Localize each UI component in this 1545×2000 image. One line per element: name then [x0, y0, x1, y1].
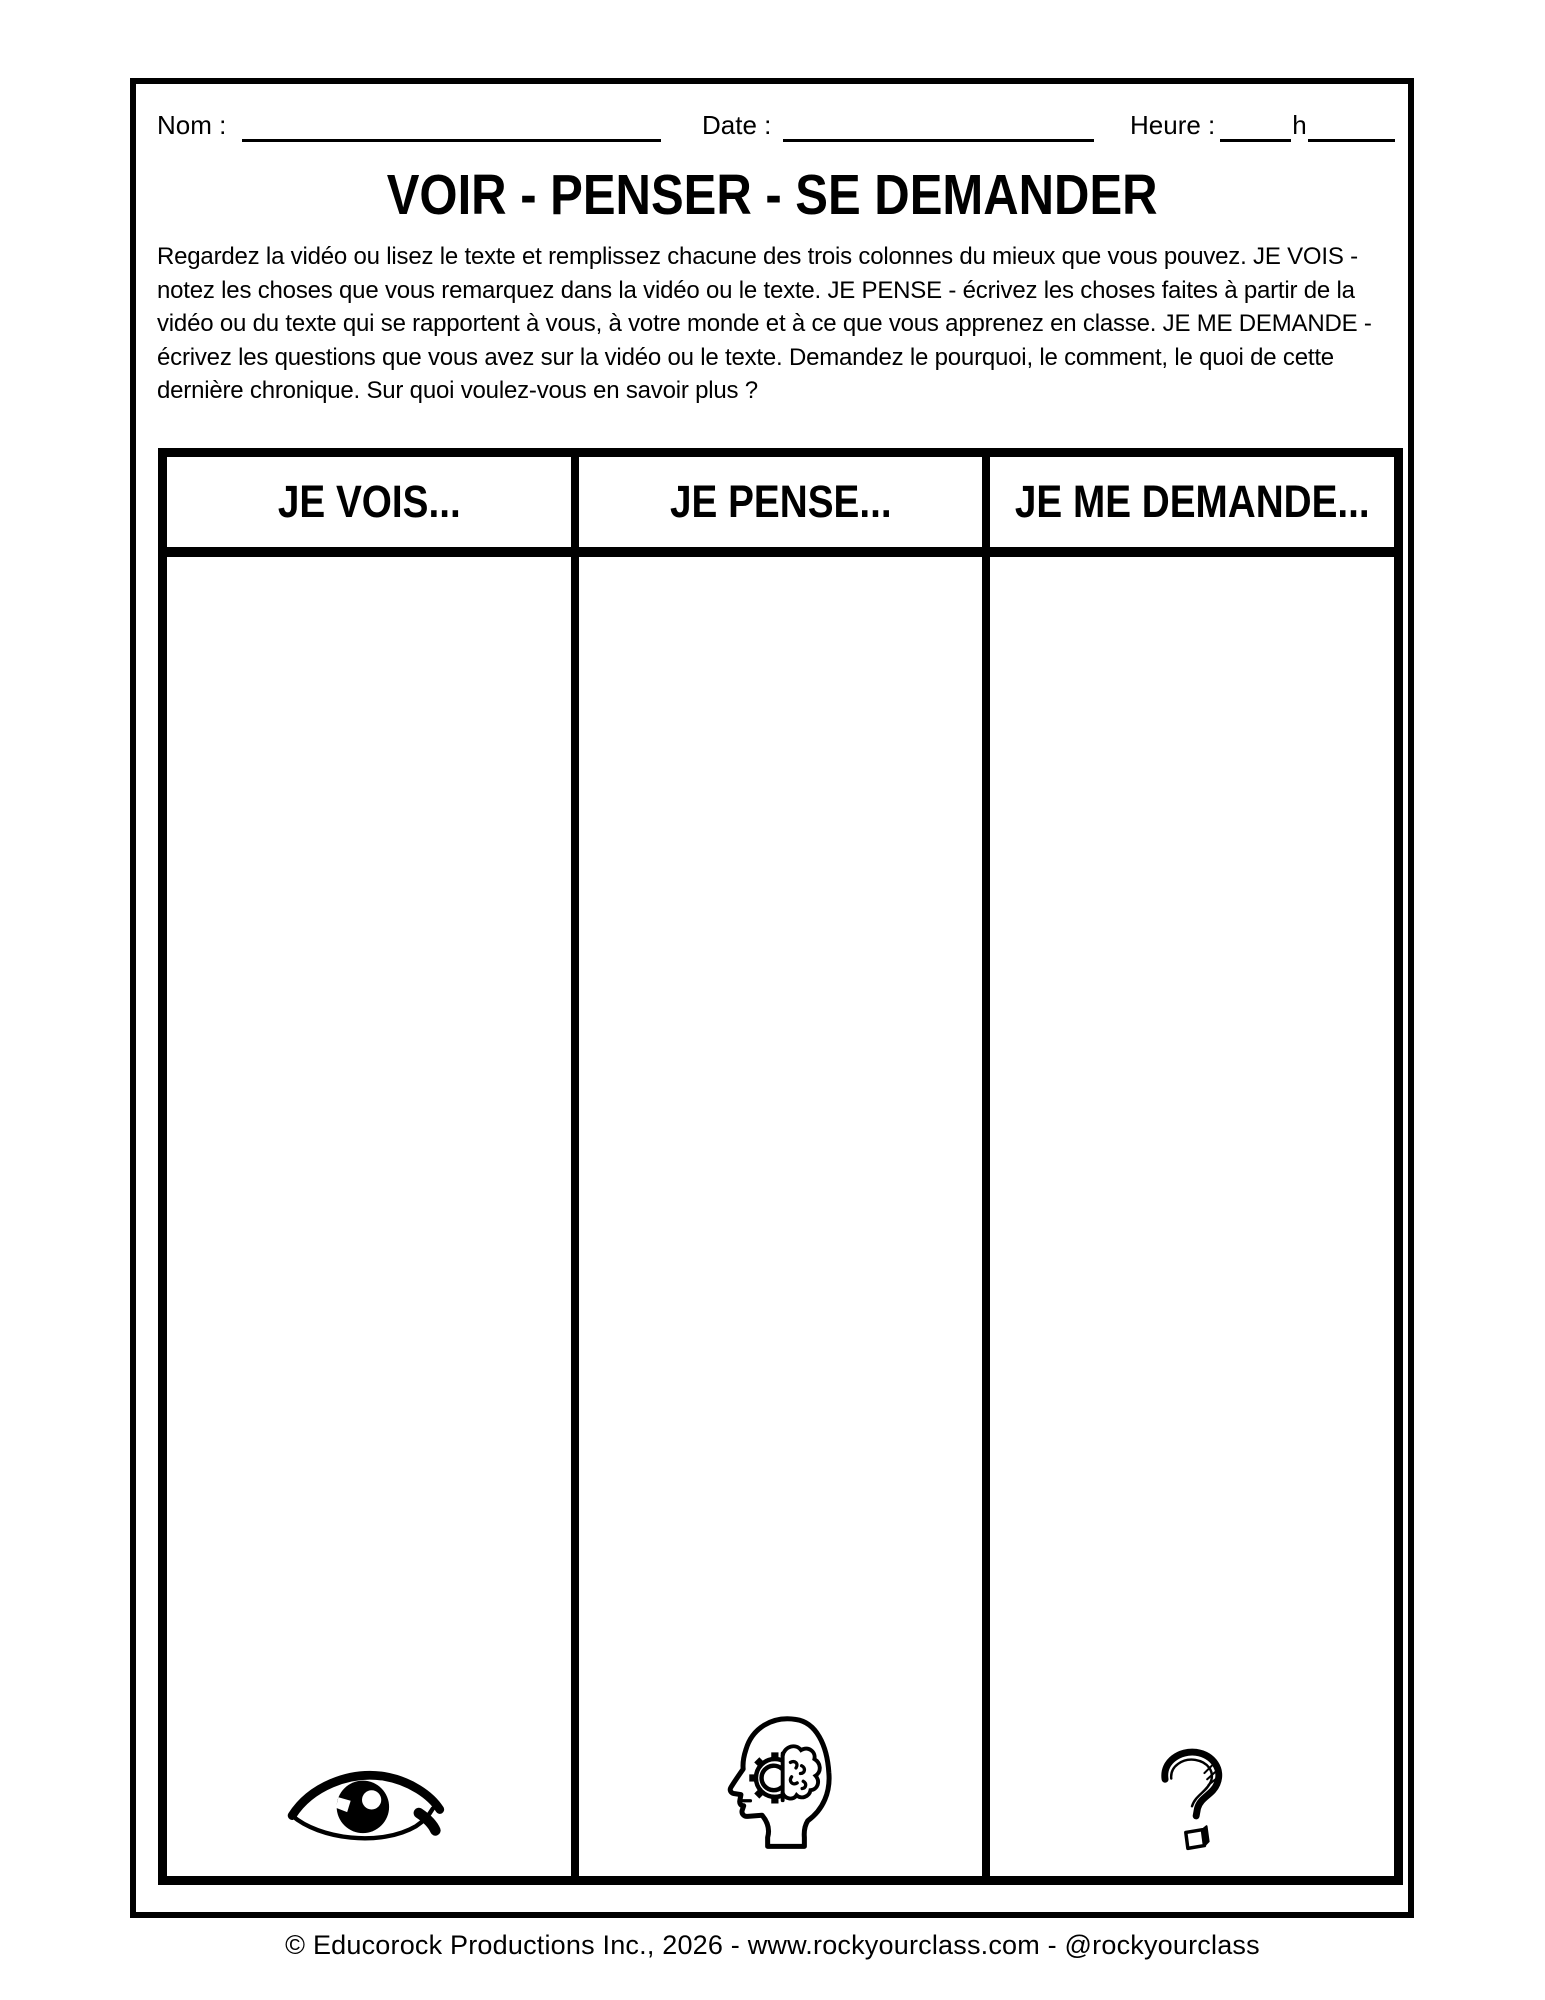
time-minute-blank-line	[1308, 113, 1395, 142]
time-label: Heure :	[1130, 110, 1216, 140]
three-column-table	[158, 448, 1403, 1885]
date-field	[702, 112, 1094, 142]
column-header-je-vois-text: JE VOIS...	[277, 476, 461, 527]
column-je-me-demande-writing-area	[990, 557, 1394, 1876]
name-field	[157, 112, 661, 142]
page-title	[130, 162, 1414, 228]
date-blank-line	[783, 113, 1094, 142]
column-header-je-vois	[167, 457, 579, 547]
time-field	[1130, 112, 1395, 142]
column-je-pense-writing-area	[579, 557, 991, 1876]
column-header-je-me-demande-text: JE ME DEMANDE...	[1014, 476, 1370, 527]
table-body-row	[167, 557, 1394, 1876]
column-header-je-me-demande	[990, 457, 1394, 547]
page-title-text: VOIR - PENSER - SE DEMANDER	[386, 163, 1158, 227]
thinking-head-icon	[717, 1711, 845, 1856]
footer-credit: © Educorock Productions Inc., 2026 - www.rockyourclass.com - @rockyourclass	[285, 1930, 1260, 1960]
time-hour-separator: h	[1292, 110, 1307, 140]
eye-icon	[286, 1762, 452, 1850]
column-header-je-pense-text: JE PENSE...	[669, 476, 892, 527]
name-label: Nom :	[157, 110, 227, 140]
instructions-text: Regardez la vidéo ou lisez le texte et remplissez chacune des trois colonnes du mieux que vous pouvez. JE VOIS - notez les choses que vous remarquez dans la vidéo ou le texte. JE PENSE - écrivez les choses faites à partir de la vidéo ou du texte qui se rapportent à vous, à votre monde et à ce que vous apprenez en classe. JE ME DEMANDE - écrivez les questions que vous avez sur la vidéo ou le texte. Demandez le pourquoi, le comment, le quoi de cette dernière chronique. Sur quoi voulez-vous en savoir plus ?	[157, 243, 1372, 404]
name-blank-line	[242, 113, 661, 142]
column-je-vois-writing-area	[167, 557, 579, 1876]
table-header-row	[167, 457, 1394, 557]
question-mark-icon	[1154, 1744, 1230, 1856]
date-label: Date :	[702, 110, 772, 140]
time-hour-blank-line	[1220, 113, 1291, 142]
column-header-je-pense	[579, 457, 991, 547]
